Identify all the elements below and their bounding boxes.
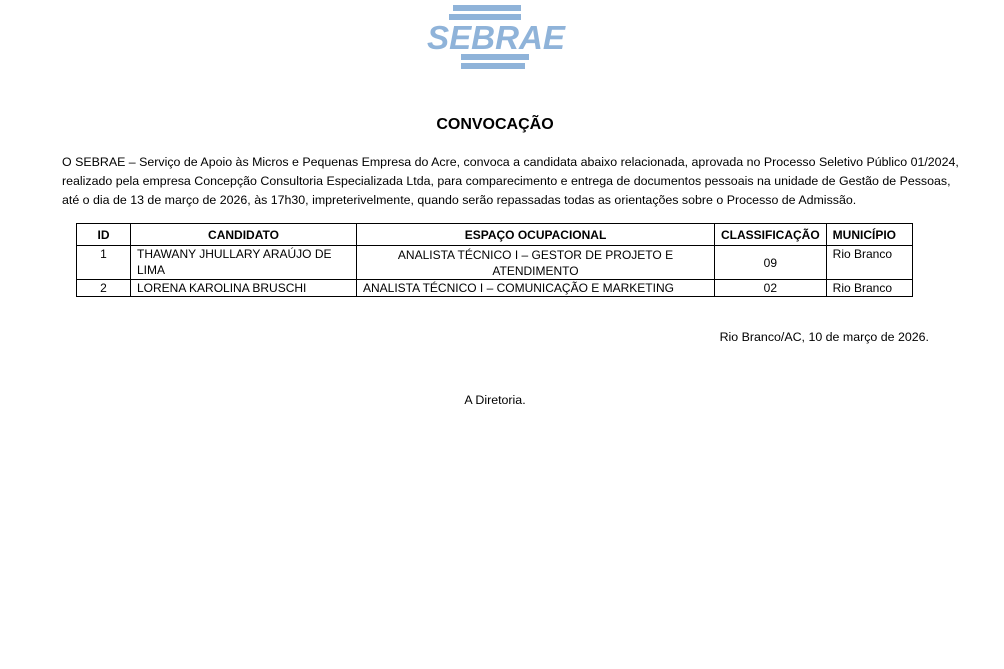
table-row	[77, 246, 913, 280]
sebrae-logo	[425, 4, 567, 74]
cell-municipio: Rio Branco	[826, 280, 912, 297]
header-municipio: MUNICÍPIO	[826, 224, 912, 246]
cell-classificacao: 02	[715, 280, 827, 297]
header-classificacao: CLASSIFICAÇÃO	[715, 224, 827, 246]
cell-candidato: LORENA KAROLINA BRUSCHI	[131, 280, 357, 297]
cell-id: 2	[77, 280, 131, 297]
paragraph-line: realizado pela empresa Concepção Consultoria Especializada Ltda, para comparecimento e entrega de documentos pessoais na unidade de Gestão de Pessoas,	[62, 174, 951, 189]
header-candidato: CANDIDATO	[131, 224, 357, 246]
cell-id: 1	[77, 246, 131, 280]
cell-candidato: THAWANY JHULLARY ARAÚJO DE LIMA	[131, 246, 357, 280]
paragraph-line: O SEBRAE – Serviço de Apoio às Micros e Pequenas Empresa do Acre, convoca a candidata abaixo relacionada, aprovada no Processo Seletivo Público 01/2024,	[62, 155, 959, 169]
place-date: Rio Branco/AC, 10 de março de 2026.	[719, 330, 929, 344]
header-espaco-ocupacional: ESPAÇO OCUPACIONAL	[357, 224, 715, 246]
cell-espaco-ocupacional: ANALISTA TÉCNICO I – GESTOR DE PROJETO E ATENDIMENTO	[357, 246, 715, 280]
document-title: CONVOCAÇÃO	[436, 116, 554, 133]
cell-classificacao: 09	[715, 246, 827, 280]
svg-text:SEBRAE: SEBRAE	[427, 19, 566, 56]
table-row	[77, 280, 913, 297]
candidates-table	[76, 223, 913, 297]
paragraph-line: até o dia de 13 de março de 2026, às 17h30, impreterivelmente, quando serão repassadas todas as orientações sobre o Processo de Admissão.	[62, 193, 857, 208]
table-header-row	[77, 224, 913, 246]
convocation-paragraph	[62, 153, 959, 211]
cell-espaco-ocupacional: ANALISTA TÉCNICO I – COMUNICAÇÃO E MARKETING	[357, 280, 715, 297]
cell-municipio: Rio Branco	[826, 246, 912, 280]
signature: A Diretoria.	[464, 393, 526, 407]
header-id: ID	[77, 224, 131, 246]
